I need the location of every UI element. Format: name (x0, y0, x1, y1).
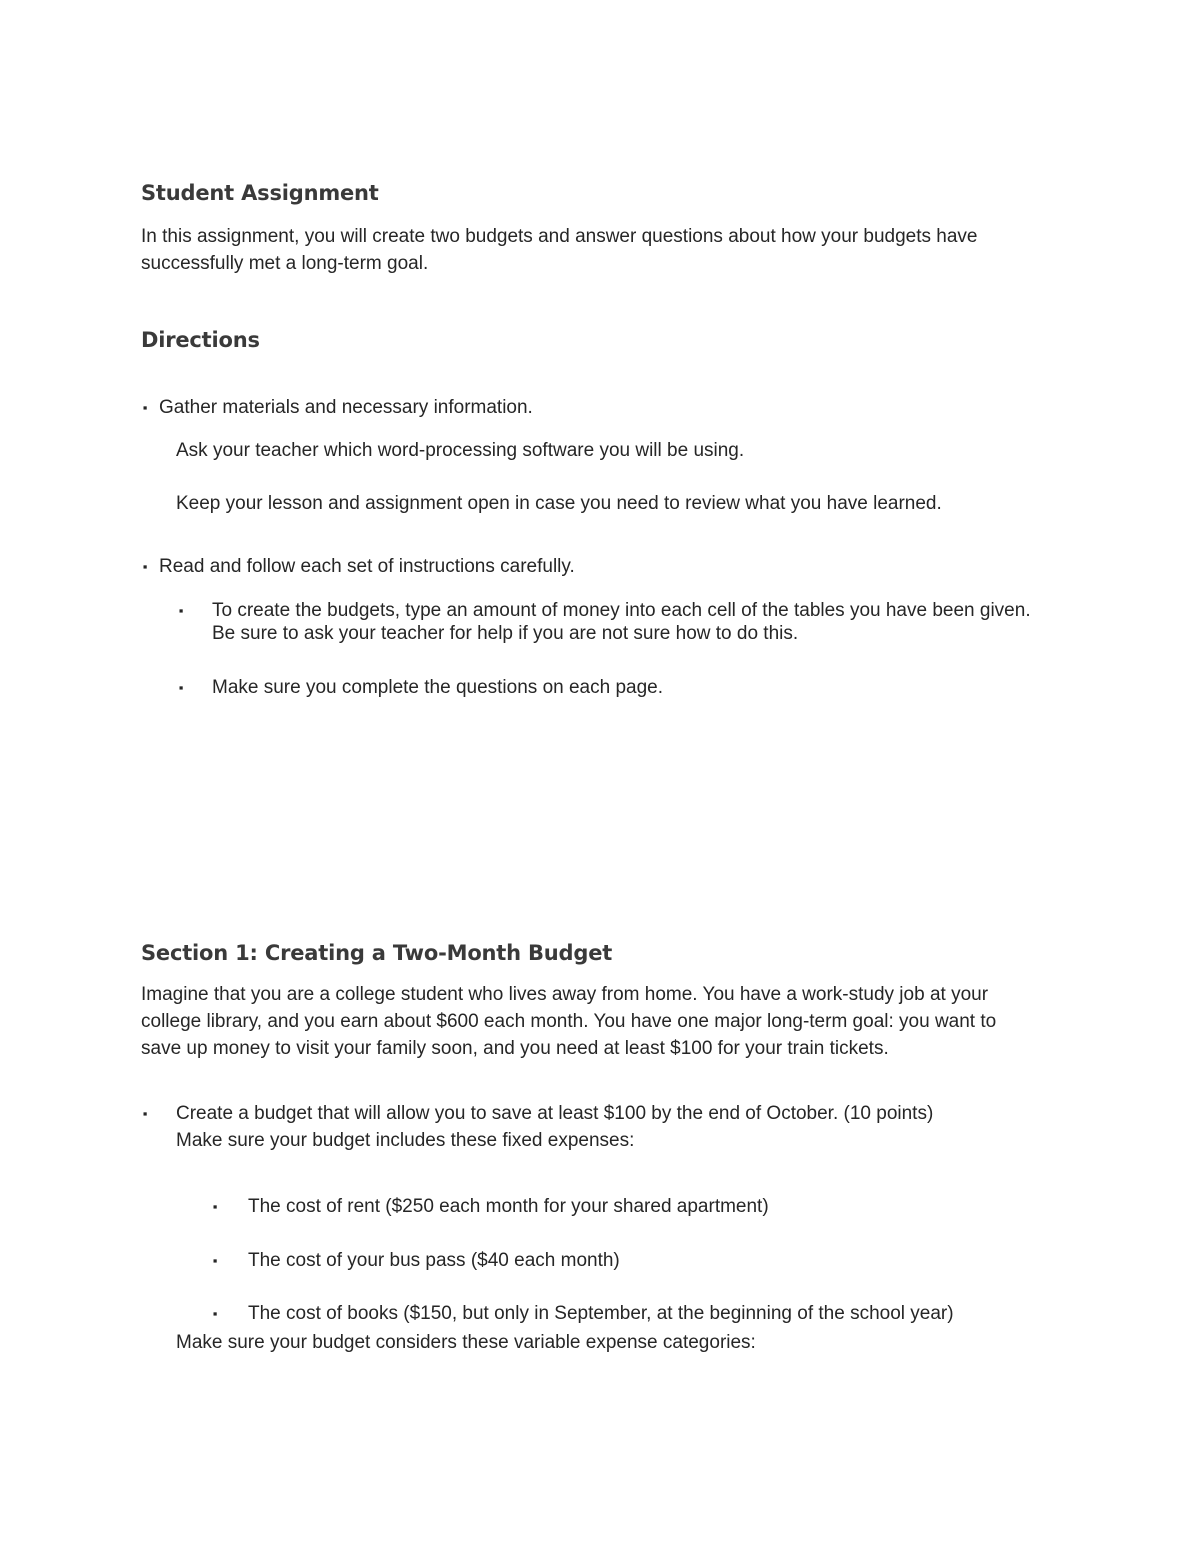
gather-sub-item: Keep your lesson and assignment open in case you need to review what you have learned. (176, 493, 942, 514)
bullet-icon (210, 1249, 220, 1273)
variable-expense-line: Make sure your budget considers these variable expense categories: (176, 1332, 756, 1353)
read-sub-item: Make sure you complete the questions on each page. (212, 677, 664, 698)
bullet-icon (210, 1302, 220, 1326)
gather-sub-item: Ask your teacher which word-processing software you will be using. (176, 440, 745, 461)
section1-intro: Imagine that you are a college student who lives away from home. You have a work-study job at your college library, and you earn about $600 each month. You have one major long-term goal: you want to save up money to visit your family soon, and you need at least $100 for your train tickets. (141, 984, 997, 1059)
bullet-icon (176, 599, 186, 623)
task-item-continued: Make sure your budget includes these fixed expenses: (176, 1130, 635, 1151)
read-item: Read and follow each set of instructions carefully. (159, 556, 575, 577)
read-sub-item-continued: Be sure to ask your teacher for help if you are not sure how to do this. (212, 623, 799, 644)
directions-heading: Directions (141, 328, 260, 352)
section1-heading: Section 1: Creating a Two-Month Budget (141, 941, 613, 965)
gather-item: Gather materials and necessary information. (159, 397, 533, 418)
fixed-expense-item: The cost of your bus pass ($40 each month) (248, 1250, 620, 1271)
read-sub-item: To create the budgets, type an amount of money into each cell of the tables you have been given. (212, 600, 1031, 621)
task-item: Create a budget that will allow you to save at least $100 by the end of October. (10 points) (176, 1103, 934, 1124)
fixed-expense-item: The cost of books ($150, but only in September, at the beginning of the school year) (248, 1303, 954, 1324)
page-title: Student Assignment (141, 181, 379, 205)
bullet-icon (140, 396, 150, 420)
bullet-icon (176, 676, 186, 700)
fixed-expense-item: The cost of rent ($250 each month for your shared apartment) (248, 1196, 769, 1217)
intro-paragraph: In this assignment, you will create two budgets and answer questions about how your budgets have successfully met a long-term goal. (141, 226, 978, 274)
bullet-icon (140, 555, 150, 579)
bullet-icon (210, 1195, 220, 1219)
bullet-icon (140, 1102, 150, 1126)
